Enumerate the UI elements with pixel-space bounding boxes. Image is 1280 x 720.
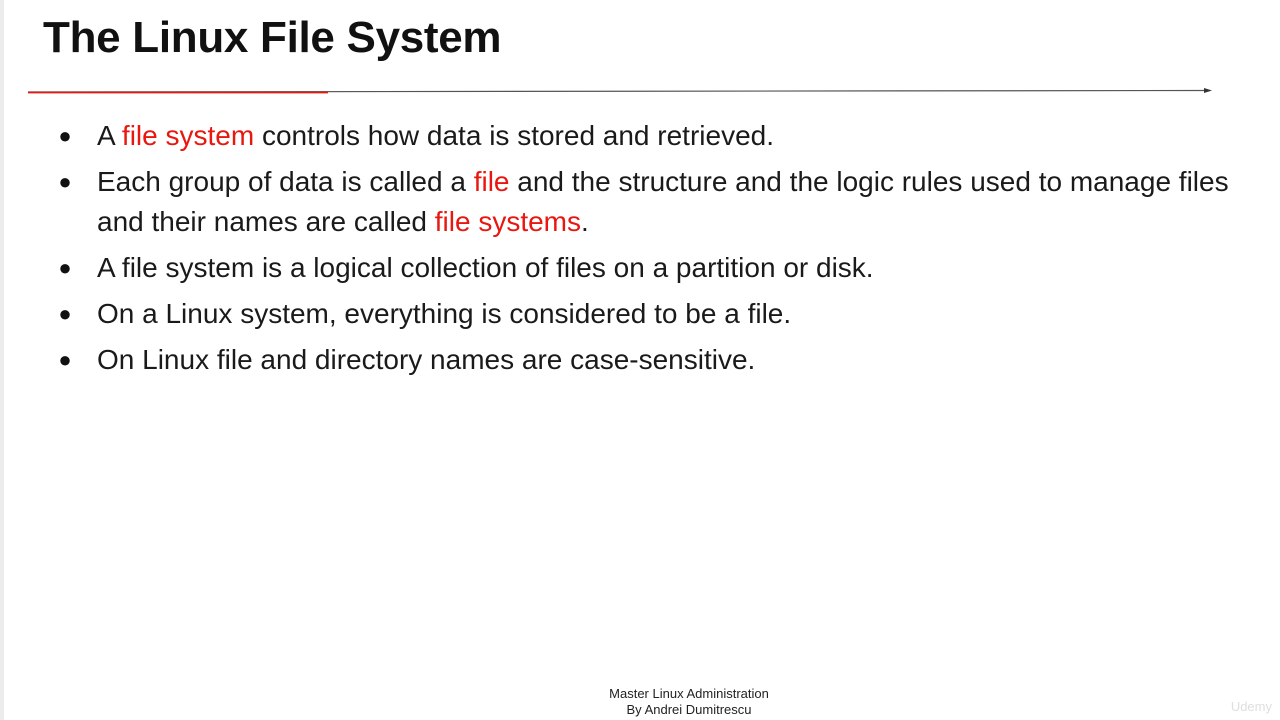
slide-left-edge [0, 0, 4, 720]
highlighted-term: file systems [434, 206, 581, 237]
title-divider-arrow [28, 85, 1218, 97]
bullet-item [55, 248, 1235, 288]
bullet-text: A [97, 120, 122, 151]
bullet-text: controls how data is stored and retrieved. [254, 120, 775, 151]
bullet-dot-icon: ● [58, 255, 72, 280]
divider-arrowhead [1204, 88, 1212, 93]
bullet-item [55, 340, 1235, 380]
bullet-item [55, 294, 1235, 334]
footer-author: By Andrei Dumitrescu [626, 702, 752, 717]
bullet-list [55, 116, 1235, 386]
bullet-dot-icon: ● [58, 123, 72, 148]
bullet-dot-icon: ● [58, 347, 72, 372]
divider-gray-line [28, 91, 1208, 93]
bullet-dot-icon: ● [58, 169, 72, 194]
slide-title: The Linux File System [43, 13, 502, 62]
highlighted-term: file [473, 166, 510, 197]
bullet-item [55, 116, 1235, 156]
highlighted-term: file system [121, 120, 255, 151]
footer-course-title: Master Linux Administration [609, 686, 769, 701]
footer [0, 686, 1280, 718]
bullet-dot-icon: ● [58, 301, 72, 326]
bullet-item [55, 162, 1235, 242]
bullet-text: Each group of data is called a [97, 166, 474, 197]
bullet-text: . [581, 206, 589, 237]
bullet-text: On Linux file and directory names are case-sensitive. [97, 344, 756, 375]
bullet-text: A file system is a logical collection of files on a partition or disk. [97, 252, 874, 283]
udemy-watermark: Udemy [1230, 699, 1272, 714]
bullet-text: and the structure and the logic rules used to manage files and their names are called [97, 166, 1229, 237]
bullet-text: On a Linux system, everything is considered to be a file. [97, 298, 792, 329]
